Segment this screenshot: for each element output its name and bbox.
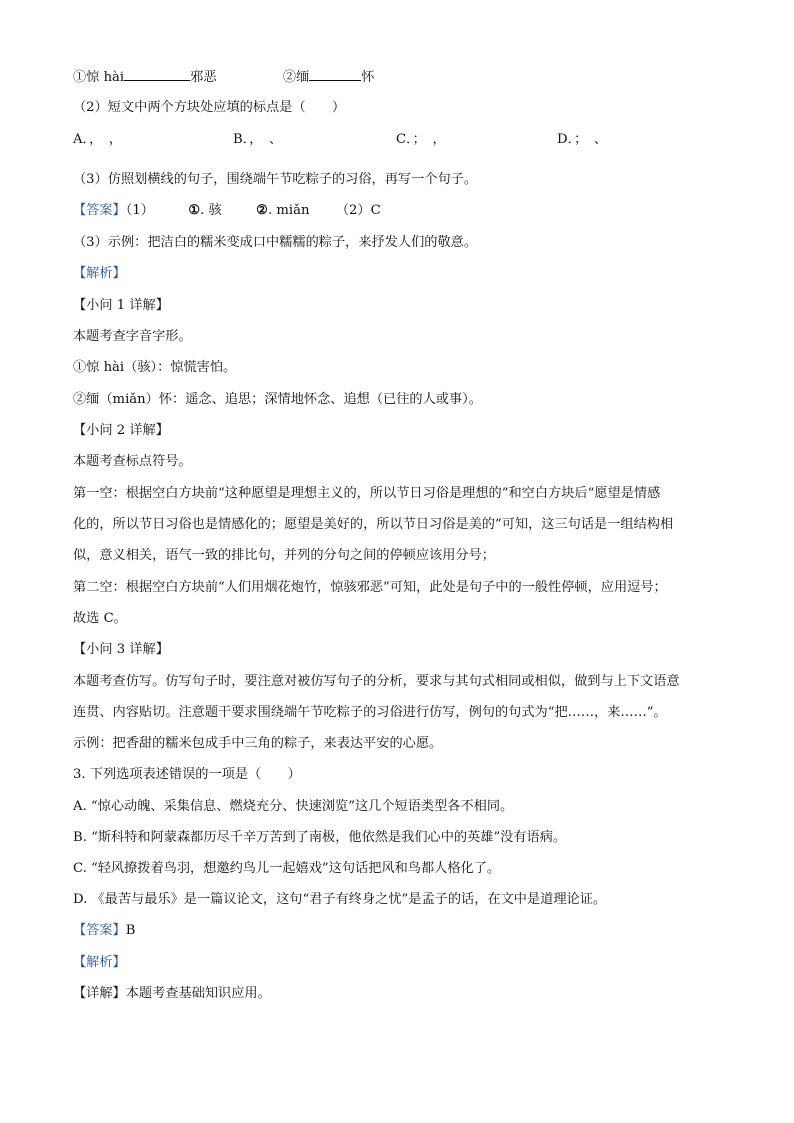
sub3-text-b: 示例：把香甜的糯米包成手中三角的粽子，来表达平安的心愿。 [73,736,443,751]
answer-part-2: （2）C [335,203,381,218]
answer-label: 【答案】 [73,203,126,218]
answer-circle-1-text: . 骇 [200,203,222,218]
sub1-text-c: ②缅（miǎn）怀：遥念、追思；深情地怀念、追想（已往的人或事）。 [73,392,482,407]
q3-answer-line [73,921,135,941]
q3-answer-value: B [125,923,136,938]
q3-detail-label: 【详解】 [73,986,126,1001]
q3-option-d: D. 《最苦与最乐》是一篇议论文，这句“君子有终身之忧”是孟子的话，在文中是道理论证。 [73,892,607,907]
sub1-text-a: 本题考查字音字形。 [73,329,192,344]
sub2-heading: 【小问 2 详解】 [73,423,169,438]
answer-circle-2-text: . miǎn [267,203,310,218]
sub3-heading: 【小问 3 详解】 [73,642,169,657]
answer-part-1: （1） [125,203,154,218]
sub2-text-c2: 故选 C。 [73,611,127,626]
q3-answer-label: 【答案】 [73,923,126,938]
q2-analysis-label: 【解析】 [73,266,126,281]
sub1-text-b: ①惊 hài（骇）：惊慌害怕。 [73,360,237,375]
blank-2-prefix: ②缅 [282,70,310,85]
blank-1-line [124,66,190,81]
sub3-text-a1: 本题考查仿写。仿写句子时，要注意对被仿写句子的分析，要求与其句式相同或相似，做到与上下文语意 [73,674,680,689]
q2-answer-line [73,201,381,221]
sub1-heading: 【小问 1 详解】 [73,298,169,313]
q3-option-b: B. “斯科特和阿蒙森都历尽千辛万苦到了南极，他依然是我们心中的英雄”没有语病。 [73,830,567,845]
blank-2-line [309,66,361,81]
sub2-text-b3: 似，意义相关，语气一致的排比句，并列的分句之间的停顿应该用分号； [73,548,495,563]
q3-analysis-label: 【解析】 [73,955,126,970]
sub2-text-a: 本题考查标点符号。 [73,454,192,469]
q2-line-fill-blanks [73,66,374,88]
blank-1-prefix: ①惊 hài [73,70,125,85]
answer-circle-2: ② [256,203,268,218]
q2-option-a: A．， ， [73,132,123,147]
q2-answer-part-3: （3）示例：把洁白的糯米变成口中糯糯的粽子，来抒发人们的敬意。 [73,235,478,250]
q2-option-d: D．； 、 [557,132,608,147]
q3-detail-text: 本题考查基础知识应用。 [125,986,271,1001]
sub2-text-b1: 第一空：根据空白方块前“这种愿望是理想主义的，所以节日习俗是理想的”和空白方块后“愿望是情感 [73,486,661,501]
blank-2-suffix: 怀 [361,70,375,85]
sub2-text-b2: 化的，所以节日习俗也是情感化的；愿望是美好的，所以节日习俗是美的”可知，这三句话是一组结构相 [73,517,674,532]
sub3-text-a2: 连贯、内容贴切。注意题干要求围绕端午节吃粽子的习俗进行仿写，例句的句式为“把……，来……”。 [73,705,667,720]
q3-detail-line [73,984,271,1004]
q2-option-c: C．； ， [396,132,446,147]
q2-sub2-question: （2）短文中两个方块处应填的标点是（ ） [73,100,346,115]
blank-1-suffix: 邪恶 [190,70,217,85]
q3-stem: 3. 下列选项表述错误的一项是（ ） [73,767,301,782]
sub2-text-c1: 第二空：根据空白方块前“人们用烟花炮竹，惊骇邪恶”可知，此处是句子中的一般性停顿，应用逗号； [73,580,667,595]
q2-option-b: B．， 、 [233,132,283,147]
answer-circle-1: ① [188,203,201,218]
q2-sub3-question: （3）仿照划横线的句子，围绕端午节吃粽子的习俗，再写一个句子。 [73,172,478,187]
q3-option-a: A. “惊心动魄、采集信息、燃烧充分、快速浏览”这几个短语类型各不相同。 [73,799,514,814]
q3-option-c: C. “轻风撩拨着鸟羽，想邀约鸟儿一起嬉戏”这句话把风和鸟都人格化了。 [73,861,501,876]
